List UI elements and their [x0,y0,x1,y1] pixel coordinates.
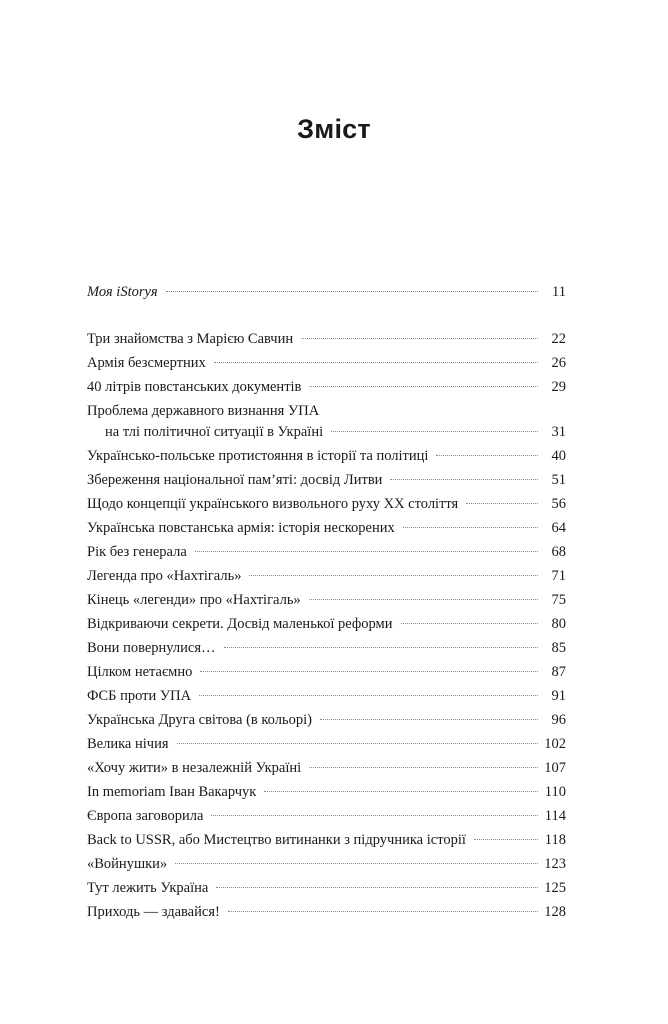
toc-entry-title: Моя iStoryя [87,284,158,300]
toc-entry[interactable] [87,879,566,897]
toc-entry-title: Цілком нетаємно [87,664,193,680]
toc-entry-page: 107 [544,760,566,776]
toc-entry[interactable] [87,903,566,921]
dot-leader [320,719,538,720]
toc-entry-page: 22 [551,331,566,347]
toc-entry[interactable] [87,519,566,537]
dot-leader [175,863,538,864]
toc-entry-page: 80 [551,616,566,632]
toc-entry-title-line1[interactable]: Проблема державного визнання УПА [87,403,320,419]
toc-entry-title: Українська Друга світова (в кольорі) [87,712,312,728]
dot-leader [216,887,538,888]
toc-entry-page: 51 [551,472,566,488]
toc-entry[interactable] [87,783,566,801]
toc-entry-title: Кінець «легенди» про «Нахтігаль» [87,592,301,608]
dot-leader [403,527,538,528]
toc-entry-page: 56 [551,496,566,512]
toc-entry-page: 75 [551,592,566,608]
dot-leader [474,839,538,840]
toc-entry-title: Європа заговорила [87,808,204,824]
toc-entry-title: Back to USSR, або Мистецтво витинанки з підручника історії [87,832,466,848]
toc-entry-title: Велика нічия [87,736,169,752]
dot-leader [228,911,538,912]
dot-leader [177,743,539,744]
toc-entry-title: Приходь — здавайся! [87,904,220,920]
dot-leader [331,431,538,432]
toc-entry-page: 71 [551,568,566,584]
toc-entry-page: 40 [551,448,566,464]
toc-entry-page: 128 [544,904,566,920]
toc-entry[interactable] [87,283,566,301]
toc-entry[interactable] [87,447,566,465]
toc-entry[interactable] [87,735,566,753]
toc-entry-title: ФСБ проти УПА [87,688,192,704]
dot-leader [466,503,538,504]
toc-entry-page: 125 [544,880,566,896]
toc-entry-title: Рік без генерала [87,544,187,560]
toc-entry-title: Збереження національної пам’яті: досвід Литви [87,472,383,488]
toc-entry-page: 85 [551,640,566,656]
toc-entry[interactable] [87,591,566,609]
toc-entry-title: «Хочу жити» в незалежній Україні [87,760,302,776]
toc-entry-title: на тлі політичної ситуації в Україні [105,424,324,440]
toc-entry-title: Щодо концепції українського визвольного руху XX століття [87,496,459,512]
toc-entry-title: Тут лежить Україна [87,880,209,896]
toc-entry-page: 123 [544,856,566,872]
toc-entry-page: 91 [551,688,566,704]
toc-entry[interactable] [87,639,566,657]
dot-leader [199,695,538,696]
toc-entry-title: Армія безсмертних [87,355,206,371]
toc-entry-page: 11 [552,284,566,300]
toc-entry-page: 102 [544,736,566,752]
toc-entry-page: 87 [551,664,566,680]
dot-leader [214,362,538,363]
toc-entry-title: 40 літрів повстанських документів [87,379,302,395]
dot-leader [309,767,538,768]
dot-leader [390,479,538,480]
toc-entry-page: 110 [544,784,566,800]
toc-entry[interactable] [87,567,566,585]
toc-entry-title: Відкриваючи секрети. Досвід маленької реформи [87,616,393,632]
toc-entry-page: 68 [551,544,566,560]
page-title: Зміст [297,114,371,144]
toc-entry[interactable] [87,759,566,777]
dot-leader [224,647,539,648]
toc-entry[interactable] [87,543,566,561]
toc-entry[interactable] [87,330,566,348]
dot-leader [436,455,538,456]
dot-leader [211,815,538,816]
toc-entry-page: 118 [544,832,566,848]
toc-entry[interactable] [87,495,566,513]
toc-entry[interactable] [87,663,566,681]
toc-entry-title: Вони повернулися… [87,640,216,656]
toc-entry[interactable] [87,831,566,849]
toc-entry-title: Українсько-польське протистояння в історії та політиці [87,448,429,464]
toc-entry-title: In memoriam Іван Вакарчук [87,784,257,800]
toc-entry[interactable] [87,807,566,825]
dot-leader [301,338,538,339]
toc-entry[interactable] [87,855,566,873]
toc-entry[interactable] [87,711,566,729]
toc-entry-page: 64 [551,520,566,536]
toc-entry-title: Легенда про «Нахтігаль» [87,568,242,584]
toc-entry-title: «Войнушки» [87,856,168,872]
toc-entry[interactable] [87,378,566,396]
toc-entry-page: 31 [551,424,566,440]
dot-leader [195,551,538,552]
toc-entry-title: Три знайомства з Марією Савчин [87,331,294,347]
dot-leader [309,599,538,600]
dot-leader [249,575,538,576]
toc-entry-title: Українська повстанська армія: історія нескорених [87,520,395,536]
toc-entry-page: 26 [551,355,566,371]
toc-entry-page: 96 [551,712,566,728]
toc-entry[interactable] [105,423,566,441]
toc-entry-page: 114 [544,808,566,824]
dot-leader [200,671,538,672]
toc-entry[interactable] [87,471,566,489]
toc-entry-page: 29 [551,379,566,395]
dot-leader [309,386,538,387]
dot-leader [264,791,538,792]
dot-leader [166,291,538,292]
toc-entry[interactable] [87,687,566,705]
toc-entry[interactable] [87,615,566,633]
dot-leader [401,623,539,624]
toc-entry[interactable] [87,354,566,372]
